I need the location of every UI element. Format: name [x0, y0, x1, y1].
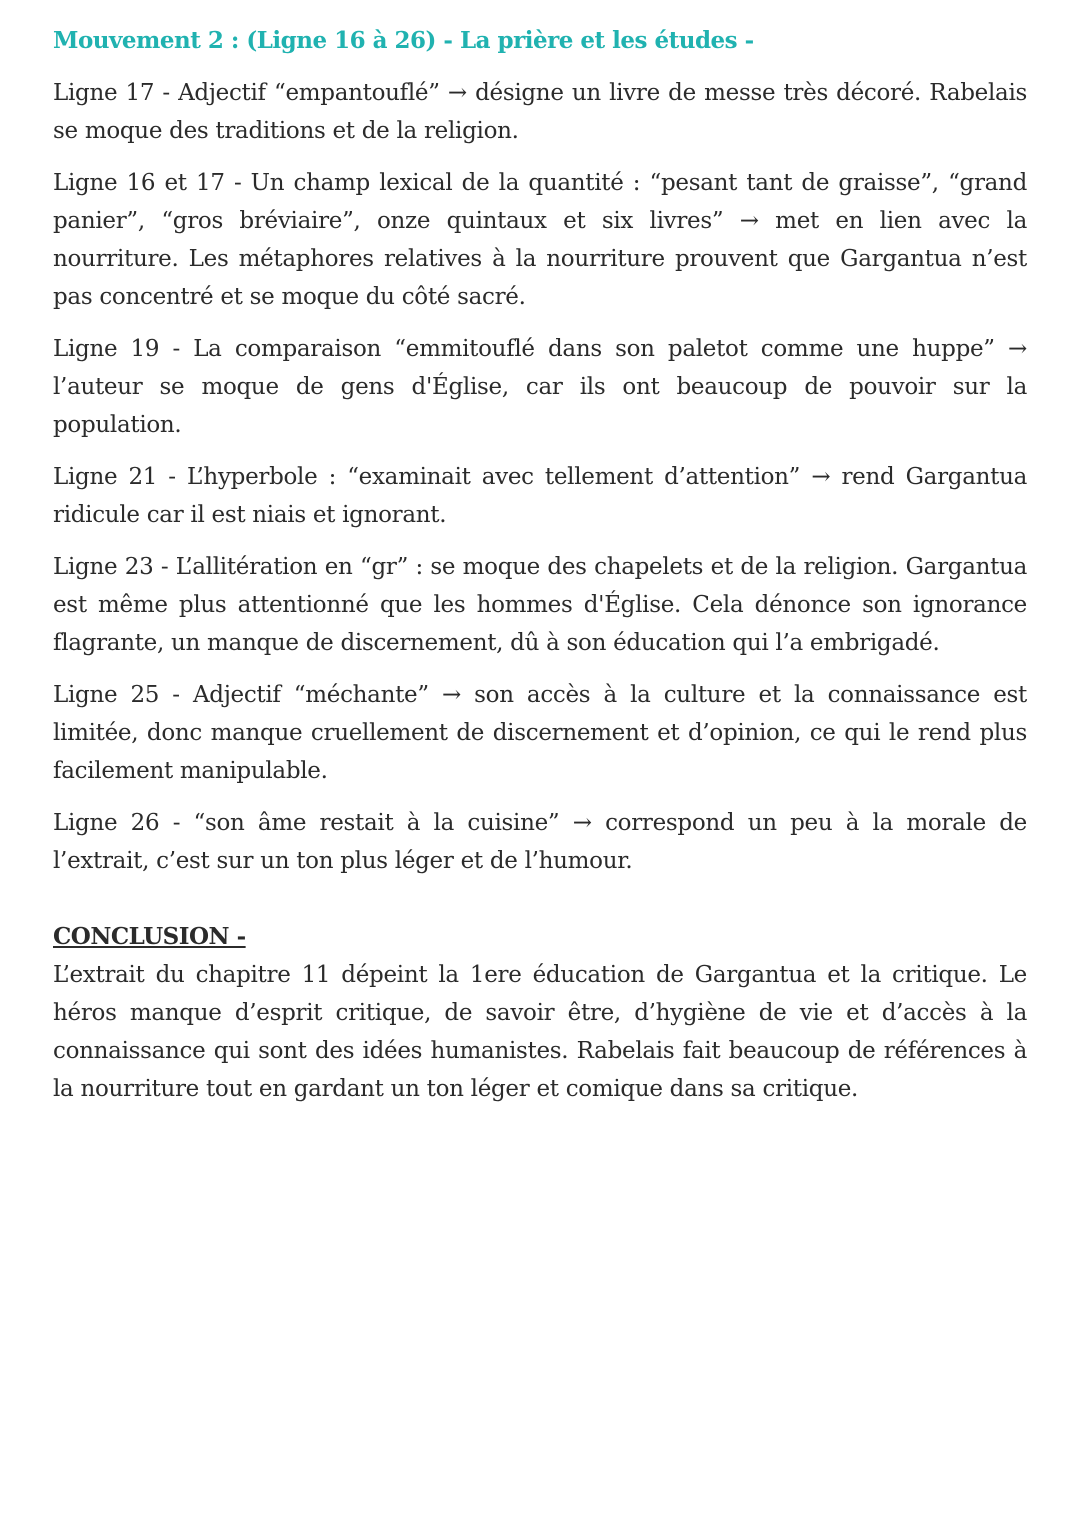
document-page — [53, 22, 1027, 1108]
paragraph-ligne-26: Ligne 26 - “son âme restait à la cuisine” → correspond un peu à la morale de l’extrait, c’est sur un ton plus léger et de l’humour. — [53, 810, 1027, 874]
paragraph-ligne-17: Ligne 17 - Adjectif “empantouflé” → désigne un livre de messe très décoré. Rabelais se moque des traditions et de la religion. — [53, 80, 1027, 144]
paragraph-ligne-16-17: Ligne 16 et 17 - Un champ lexical de la quantité : “pesant tant de graisse”, “grand panier”, “gros bréviaire”, onze quintaux et six livres” → met en lien avec la nourriture. Les métaphores relatives à la nourriture prouvent que Gargantua n’est pas concentré et se moque du côté sacré. — [53, 170, 1027, 310]
paragraph-ligne-19: Ligne 19 - La comparaison “emmitouflé dans son paletot comme une huppe” → l’auteur se moque de gens d'Église, car ils ont beaucoup de pouvoir sur la population. — [53, 336, 1027, 438]
paragraph-ligne-23: Ligne 23 - L’allitération en “gr” : se moque des chapelets et de la religion. Gargantua est même plus attentionné que les hommes d'Église. Cela dénonce son ignorance flagrante, un manque de discernement, dû à son éducation qui l’a embrigadé. — [53, 554, 1027, 656]
conclusion-title: CONCLUSION - — [53, 923, 246, 950]
paragraph-ligne-21: Ligne 21 - L’hyperbole : “examinait avec tellement d’attention” → rend Gargantua ridicule car il est niais et ignorant. — [53, 464, 1027, 528]
conclusion-text: L’extrait du chapitre 11 dépeint la 1ere éducation de Gargantua et la critique. Le héros manque d’esprit critique, de savoir être, d’hygiène de vie et d’accès à la connaissance qui sont des idées humanistes. Rabelais fait beaucoup de références à la nourriture tout en gardant un ton léger et comique dans sa critique. — [53, 962, 1027, 1102]
paragraph-ligne-25: Ligne 25 - Adjectif “méchante” → son accès à la culture et la connaissance est limitée, donc manque cruellement de discernement et d’opinion, ce qui le rend plus facilement manipulable. — [53, 682, 1027, 784]
movement-heading: Mouvement 2 : (Ligne 16 à 26) - La prière et les études - — [53, 27, 754, 54]
